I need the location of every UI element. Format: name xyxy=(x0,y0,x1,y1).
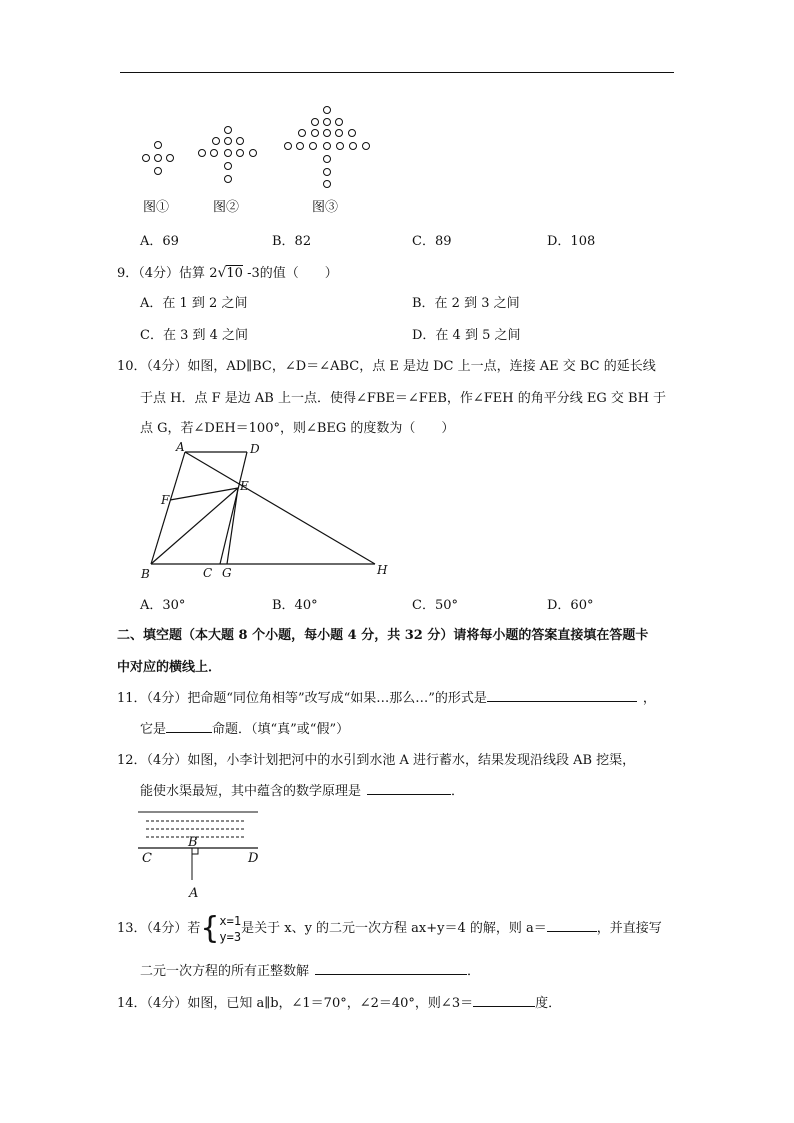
dot xyxy=(225,176,232,183)
q11-line-2: 它是 命题．（填“真”或“假”） xyxy=(140,718,349,737)
label-g: G xyxy=(222,566,232,580)
q9-option-d: D．在 4 到 5 之间 xyxy=(412,328,521,343)
label-b: B xyxy=(188,835,198,850)
dot xyxy=(237,150,244,157)
q8-option-c: C．89 xyxy=(412,234,452,249)
figure-2-label: 图② xyxy=(213,200,240,215)
figure-3-label: 图③ xyxy=(312,200,339,215)
segment-ah xyxy=(185,452,375,564)
dot xyxy=(312,130,319,137)
sqrt-icon: √ xyxy=(217,265,227,281)
q9-coef: 2 xyxy=(209,266,218,281)
dot xyxy=(324,143,331,150)
dot xyxy=(349,130,356,137)
q8-option-b: B．82 xyxy=(272,234,312,249)
dot xyxy=(211,150,218,157)
dot xyxy=(213,138,220,145)
q10-option-b: B．40° xyxy=(272,598,318,613)
header-rule xyxy=(120,72,674,73)
label-c: C xyxy=(142,851,152,866)
q11-answer-blank-2[interactable] xyxy=(166,719,212,733)
dot xyxy=(285,143,292,150)
dot xyxy=(143,155,150,162)
segment-fe xyxy=(170,488,238,500)
segment-ab xyxy=(151,452,185,564)
q12-figure xyxy=(135,808,270,900)
q10-line-3: 点 G，若∠DEH＝100°，则∠BEG 的度数为（ ） xyxy=(140,421,455,436)
q10-option-d: D．60° xyxy=(547,598,594,613)
dot xyxy=(363,143,370,150)
dot xyxy=(297,143,304,150)
q12-answer-blank[interactable] xyxy=(367,781,451,795)
dot xyxy=(337,143,344,150)
q9-option-b: B．在 2 到 3 之间 xyxy=(412,296,520,311)
eq-x: x=1 xyxy=(219,913,242,928)
q9-option-c: C．在 3 到 4 之间 xyxy=(140,328,249,343)
dot xyxy=(310,143,317,150)
label-a: A xyxy=(189,886,199,900)
q12-line-1: 12．（4分）如图，小李计划把河中的水引到水池 A 进行蓄水，结果发现沿线段 AB 挖渠， xyxy=(117,753,636,768)
label-a: A xyxy=(176,440,185,454)
label-f: F xyxy=(161,493,170,507)
q14-answer-blank[interactable] xyxy=(473,993,535,1007)
label-b: B xyxy=(141,567,150,581)
section-2-heading-cont: 中对应的横线上． xyxy=(117,660,222,675)
eq-y: y=3 xyxy=(219,929,242,944)
dot xyxy=(336,119,343,126)
dot xyxy=(324,169,331,176)
q13-line-1: 13．（4分）若{x=1 y=3是关于 x、y 的二元一次方程 ax+y＝4 的解，则 a＝ ，并直接写 xyxy=(117,910,662,946)
dot xyxy=(167,155,174,162)
equation-system xyxy=(219,913,241,945)
q11-answer-blank-1[interactable] xyxy=(487,688,637,702)
label-d: D xyxy=(248,851,259,866)
dot xyxy=(155,155,162,162)
dot xyxy=(324,107,331,114)
figure-1-label: 图① xyxy=(143,200,170,215)
q10-line-2: 于点 H．点 F 是边 AB 上一点．使得∠FBE＝∠FEB，作∠FEH 的角平分线 EG 交 BH 于 xyxy=(140,391,667,406)
label-h: H xyxy=(377,563,388,577)
q10-option-c: C．50° xyxy=(412,598,458,613)
dot xyxy=(237,138,244,145)
dot xyxy=(155,142,162,149)
dot xyxy=(199,150,206,157)
dot xyxy=(350,143,357,150)
segment-dc xyxy=(220,452,247,564)
dot xyxy=(225,150,232,157)
brace-icon: { xyxy=(200,910,220,946)
dot xyxy=(250,150,257,157)
dot xyxy=(324,181,331,188)
q11-line-1: 11．（4分）把命题“同位角相等”改写成“如果…那么…”的形式是 ， xyxy=(117,687,656,706)
dot xyxy=(324,156,331,163)
q8-option-a: A．69 xyxy=(140,234,179,249)
dot xyxy=(155,168,162,175)
dot xyxy=(225,163,232,170)
dot xyxy=(299,130,306,137)
label-e: E xyxy=(240,479,249,493)
dot xyxy=(336,130,343,137)
dot xyxy=(312,119,319,126)
q9-stem: 9．（4分）估算 2√10 -3的值（ ） xyxy=(117,265,338,281)
dot xyxy=(225,127,232,134)
q13-line-2: 二元一次方程的所有正整数解 ． xyxy=(140,960,480,979)
label-c: C xyxy=(203,566,213,580)
q9-radicand: 10 xyxy=(226,266,243,281)
dot xyxy=(324,119,331,126)
q12-line-2: 能使水渠最短，其中蕴含的数学原理是 ． xyxy=(140,780,464,799)
dot xyxy=(225,138,232,145)
dot xyxy=(324,130,331,137)
q14-line-1: 14．（4分）如图，已知 a∥b，∠1＝70°，∠2＝40°，则∠3＝ 度． xyxy=(117,992,561,1011)
q8-option-d: D．108 xyxy=(547,234,596,249)
q9-option-a: A．在 1 到 2 之间 xyxy=(140,296,248,311)
q10-line-1: 10．（4分）如图，AD∥BC，∠D＝∠ABC，点 E 是边 DC 上一点，连接 AE 交 BC 的延长线 xyxy=(117,359,656,374)
q13-answer-blank-solutions[interactable] xyxy=(315,961,467,975)
q10-option-a: A．30° xyxy=(140,598,186,613)
label-d: D xyxy=(250,442,260,456)
section-2-heading: 二、填空题（本大题 8 个小题，每小题 4 分，共 32 分）请将每小题的答案直接填在答题卡 xyxy=(117,628,649,643)
q13-answer-blank-a[interactable] xyxy=(547,918,597,932)
q10-figure xyxy=(135,440,395,585)
